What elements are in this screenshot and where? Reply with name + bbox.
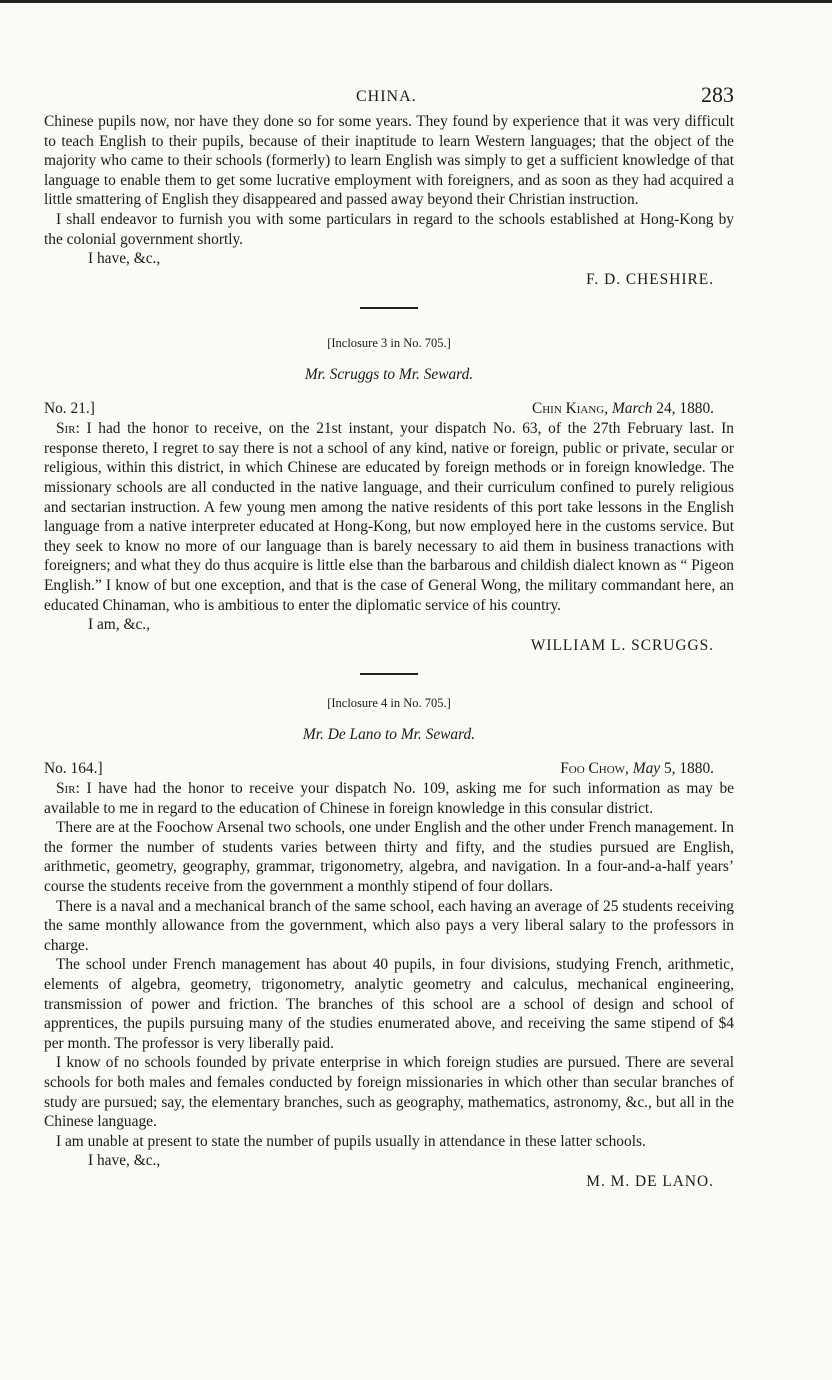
top-border	[0, 0, 832, 3]
inclosure-heading: [Inclosure 4 in No. 705.]	[327, 696, 451, 711]
signature: WILLIAM L. SCRUGGS.	[530, 637, 714, 655]
signature: F. D. CHESHIRE.	[586, 271, 714, 289]
inclosure-heading: [Inclosure 3 in No. 705.]	[327, 336, 451, 351]
letter-cheshire	[44, 112, 734, 291]
place: Foo Chow,	[560, 760, 629, 778]
salutation: Sir	[56, 780, 76, 798]
paragraph-text: : I have had the honor to receive your dispatch No. 109, asking me for such information as may be available to me in regard to the education of Chinese in foreign knowledge in this consular district.	[44, 780, 734, 817]
paragraph: I am unable at present to state the number of pupils usually in attendance in these latter schools.	[56, 1132, 646, 1150]
paragraph: Chinese pupils now, nor have they done so for some years. They found by experience that it was very difficult to teach English to their pupils, because of their inaptitude to learn Western languages; that the object of the majority who came to their schools (formerly) to learn English was simply to get a sufficient knowledge of that language to enable them to get some lucrative employment with foreigners, and as soon as they had acquired a little smattering of English they disappeared and passed away beyond their Christian instruction.	[44, 113, 734, 209]
closing: I have, &c.,	[88, 250, 161, 268]
page-header	[44, 82, 734, 112]
date: 24, 1880.	[656, 400, 714, 418]
paragraph-text: : I had the honor to receive, on the 21st instant, your dispatch No. 63, of the 27th February last. In response thereto, I regret to say there is not a school of any kind, native or foreign, public or private, secular or religious, within this district, in which Chinese are educated by foreign methods or in foreign knowledge. The missionary schools are all conducted in the native language, and their curriculum confined to purely religious and sectarian instruction. A few young men among the native residents of this port take lessons in the English language from a native interpreter educated at Hong-Kong, but now employed here in the customs service. But they seek to know no more of our language than is barely necessary to aid them in business tranactions with foreigners; and what they do thus acquire is little else than the barbarous and childish dialect known as “ Pigeon English.” I know of but one exception, and that is the case of General Wong, the military commandant here, an educated Chinaman, who is ambitious to enter the diplomatic service of his country.	[44, 420, 734, 614]
letter-heading: Mr. Scruggs to Mr. Seward.	[304, 366, 474, 384]
place-date	[532, 399, 714, 419]
paragraph: The school under French management has about 40 pupils, in four divisions, studying French, arithmetic, elements of algebra, geometry, trigonometry, analytic geometry and calculus, mechanical engineering, transmission of power and friction. The branches of this school are a school of design and school of apprentices, the pupils pursuing many of the studies enumerated above, and receiving the same stipend of $4 per month. The professor is very liberally paid.	[44, 956, 734, 1052]
page-number: 283	[701, 82, 734, 107]
place: Chin Kiang,	[531, 400, 609, 418]
place-date	[560, 759, 714, 779]
letter-scruggs	[44, 335, 734, 657]
paragraph: There is a naval and a mechanical branch of the same school, each having an average of 25 students receiving the same monthly allowance from the government, which also pays a very liberal salary to the professors in charge.	[44, 897, 734, 954]
signature: M. M. DE LANO.	[586, 1173, 714, 1191]
letter-heading: Mr. De Lano to Mr. Seward.	[302, 726, 476, 744]
salutation: Sir	[56, 420, 76, 438]
dispatch-number: No. 21.]	[44, 400, 95, 418]
dispatch-number: No. 164.]	[44, 760, 103, 778]
closing: I have, &c.,	[88, 1152, 161, 1170]
date: 5, 1880.	[663, 760, 714, 778]
paragraph	[44, 779, 734, 818]
month: March	[611, 400, 653, 418]
dateline	[44, 399, 734, 419]
paragraph	[44, 419, 734, 615]
running-title: CHINA.	[356, 88, 417, 105]
paragraph: There are at the Foochow Arsenal two schools, one under English and the other under French management. In the former the number of students varies between thirty and fifty, and the studies pursued are English, arithmetic, geometry, geography, grammar, trigonometry, algebra, and navigation. In a four-and-a-half years’ course the students receive from the government a monthly stipend of four dollars.	[44, 819, 734, 896]
paragraph: I know of no schools founded by private enterprise in which foreign studies are pursued. There are several schools for both males and females conducted by foreign missionaries in which other than secular branches of study are pursued; say, the elementary branches, such as geography, mathematics, astronomy, &c., but all in the Chinese language.	[44, 1054, 734, 1131]
document-page	[44, 82, 734, 1193]
dateline	[44, 759, 734, 779]
paragraph: I shall endeavor to furnish you with some particulars in regard to the schools established at Hong-Kong by the colonial government shortly.	[44, 210, 734, 248]
month: May	[632, 760, 661, 778]
letter-de-lano	[44, 695, 734, 1193]
closing: I am, &c.,	[88, 616, 150, 634]
